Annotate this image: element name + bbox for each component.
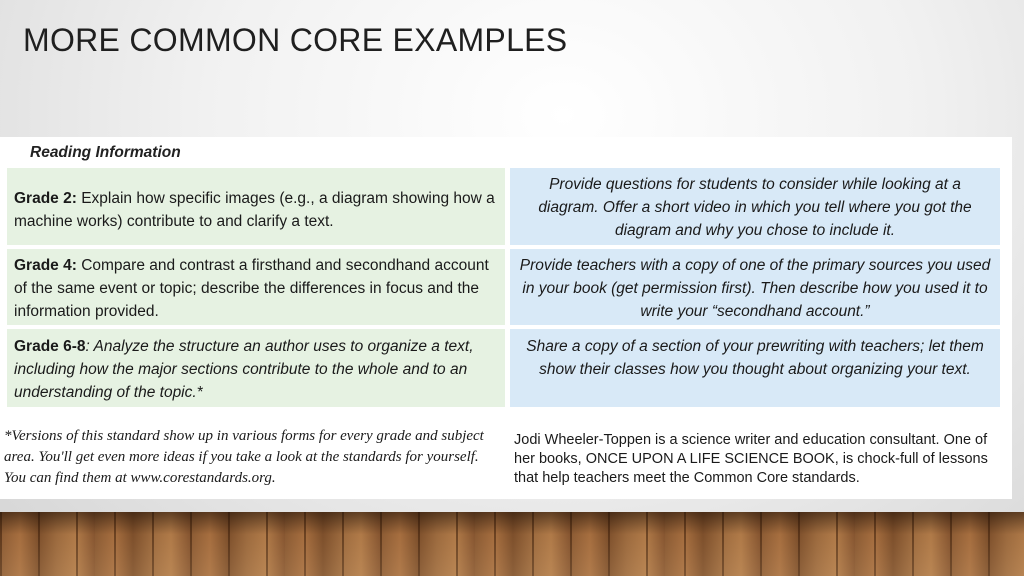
standard-cell-grade-4 (7, 249, 505, 325)
standard-text: : Analyze the structure an author uses to organize a text, including how the major sections contribute to the whole and to an understanding of the topic.* (14, 338, 474, 401)
grade-label: Grade 2: (14, 190, 77, 207)
standard-text: Compare and contrast a firsthand and secondhand account of the same event or topic; describe the differences in focus and the information provided. (14, 257, 489, 320)
suggestion-cell-grade-4 (510, 249, 1000, 325)
author-bio: Jodi Wheeler-Toppen is a science writer and education consultant. One of her books, ONCE UPON A LIFE SCIENCE BOOK, is chock-full of lessons that help teachers meet the Common Core standards. (514, 432, 988, 486)
floor-shading (0, 512, 1024, 576)
suggestion-cell-grade-2 (510, 168, 1000, 245)
grade-label: Grade 4: (14, 257, 77, 274)
suggestion-text: Share a copy of a section of your prewriting with teachers; let them show their classes how you thought about organizing your text. (526, 338, 984, 378)
suggestion-text: Provide teachers with a copy of one of the primary sources you used in your book (get permission first). Then describe how you used it to write your “secondhand account.” (519, 257, 991, 320)
suggestion-cell-grade-6-8 (510, 329, 1000, 407)
content-panel (0, 137, 1012, 499)
standard-text: Explain how specific images (e.g., a diagram showing how a machine works) contribute to and clarify a text. (14, 190, 495, 230)
section-heading: Reading Information (30, 144, 181, 161)
suggestion-text: Provide questions for students to consider while looking at a diagram. Offer a short video in which you tell where you got the diagram and why you chose to include it. (538, 176, 972, 239)
standard-cell-grade-2 (7, 168, 505, 245)
grade-label: Grade 6-8 (14, 338, 86, 355)
slide-title: MORE COMMON CORE EXAMPLES (23, 22, 568, 58)
standard-cell-grade-6-8 (7, 329, 505, 407)
footnote: *Versions of this standard show up in various forms for every grade and subject area. You'll get even more ideas if you take a look at the standards for yourself. You can find them at www.corestandards.org. (4, 428, 484, 486)
